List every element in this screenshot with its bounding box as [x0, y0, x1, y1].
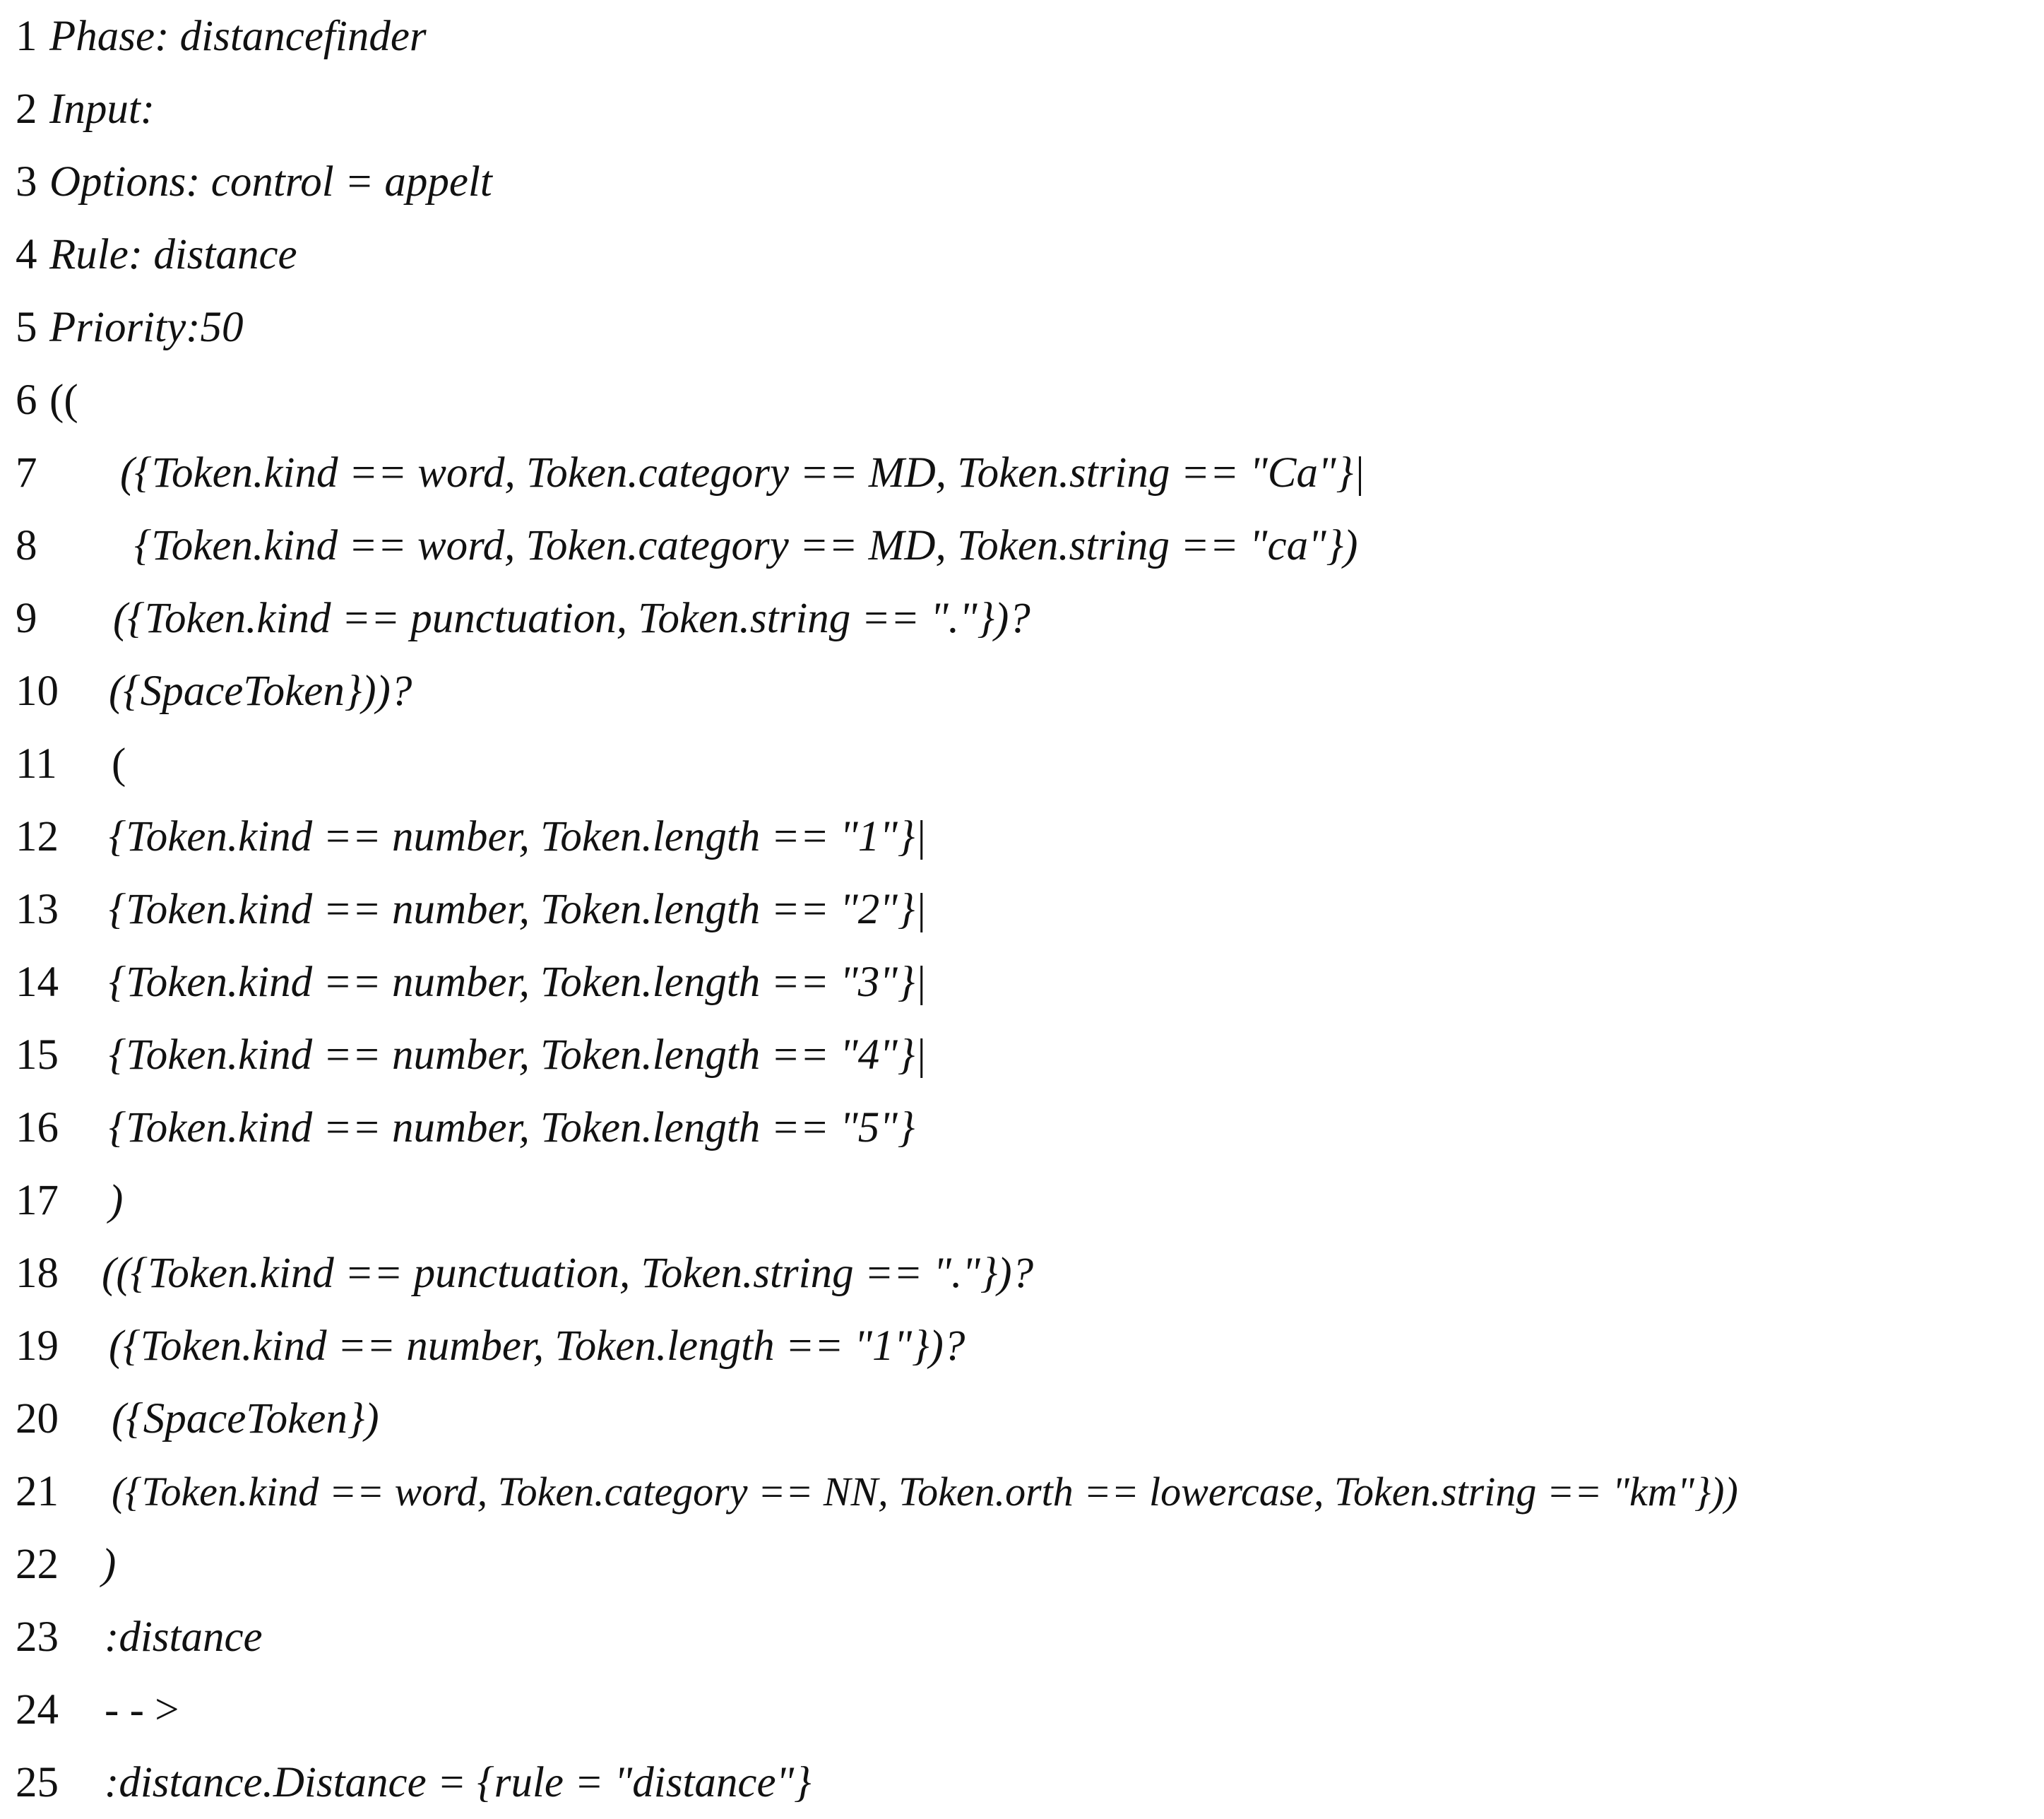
code-text: (( [49, 377, 78, 424]
code-line [16, 1528, 116, 1601]
line-number: 9 [16, 595, 37, 642]
line-number: 16 [16, 1104, 59, 1151]
line-number: 11 [16, 740, 57, 788]
code-line [16, 800, 927, 873]
line-number: 15 [16, 1031, 59, 1079]
code-line [16, 218, 297, 291]
code-text: ({SpaceToken}) [112, 1395, 379, 1442]
code-line [16, 291, 243, 364]
code-line [16, 146, 492, 218]
code-text: {Token.kind == number, Token.length == "1"}| [109, 813, 927, 860]
code-line [16, 1455, 1738, 1528]
code-text: Input: [49, 85, 155, 133]
code-line [16, 0, 427, 73]
line-number: 2 [16, 85, 37, 133]
code-line [16, 1019, 927, 1091]
code-text: ) [102, 1541, 117, 1588]
line-number: 17 [16, 1177, 59, 1224]
code-line [16, 873, 927, 946]
code-line [16, 437, 1365, 509]
code-text: ({Token.kind == number, Token.length == "1"})? [109, 1322, 965, 1370]
code-line [16, 1164, 123, 1237]
line-number: 8 [16, 522, 37, 569]
line-number: 14 [16, 959, 59, 1006]
code-line [16, 1673, 179, 1746]
line-number: 10 [16, 668, 59, 715]
code-text: :distance [105, 1613, 263, 1661]
code-line [16, 1091, 915, 1164]
line-number: 25 [16, 1759, 59, 1806]
line-number: 18 [16, 1250, 59, 1297]
code-text: {Token.kind == number, Token.length == "2"}| [109, 886, 927, 933]
code-text: :distance.Distance = {rule = "distance"} [105, 1759, 812, 1806]
code-line [16, 728, 126, 800]
code-text: ({Token.kind == punctuation, Token.string == "."})? [113, 595, 1030, 642]
code-line [16, 364, 78, 437]
code-line [16, 509, 1357, 582]
code-line [16, 655, 412, 728]
code-text: {Token.kind == number, Token.length == "5"} [109, 1104, 915, 1151]
code-text: {Token.kind == number, Token.length == "3"}| [109, 959, 927, 1006]
line-number: 6 [16, 377, 37, 424]
code-text: {Token.kind == number, Token.length == "4"}| [109, 1031, 927, 1079]
code-text: Phase: distancefinder [49, 13, 427, 60]
line-number: 5 [16, 304, 37, 351]
line-number: 19 [16, 1322, 59, 1370]
code-text: - - > [105, 1686, 179, 1734]
line-number: 4 [16, 231, 37, 278]
code-text: ({Token.kind == word, Token.category == NN, Token.orth == lowercase, Token.string == "km"})) [112, 1469, 1738, 1515]
code-text: Priority:50 [49, 304, 244, 351]
code-text: (({Token.kind == punctuation, Token.string == "."})? [102, 1250, 1034, 1297]
code-line [16, 73, 155, 146]
line-number: 13 [16, 886, 59, 933]
line-number: 22 [16, 1541, 59, 1588]
line-number: 23 [16, 1613, 59, 1661]
code-text: ) [109, 1177, 124, 1224]
code-text: ( [112, 740, 126, 788]
line-number: 24 [16, 1686, 59, 1734]
code-text: Rule: distance [49, 231, 297, 278]
code-text: {Token.kind == word, Token.category == MD, Token.string == "ca"}) [134, 522, 1358, 569]
code-line [16, 1382, 379, 1455]
code-line [16, 1237, 1033, 1310]
line-number: 21 [16, 1468, 59, 1515]
code-text: ({SpaceToken}))? [109, 668, 412, 715]
line-number: 12 [16, 813, 59, 860]
line-number: 3 [16, 158, 37, 206]
code-text: Options: control = appelt [49, 158, 492, 206]
code-line [16, 946, 927, 1019]
line-number: 7 [16, 449, 37, 497]
code-text: ({Token.kind == word, Token.category == MD, Token.string == "Ca"}| [120, 449, 1365, 497]
code-line [16, 1310, 965, 1382]
line-number: 20 [16, 1395, 59, 1442]
line-number: 1 [16, 13, 37, 60]
code-line [16, 582, 1030, 655]
code-line [16, 1746, 812, 1819]
code-line [16, 1601, 263, 1673]
